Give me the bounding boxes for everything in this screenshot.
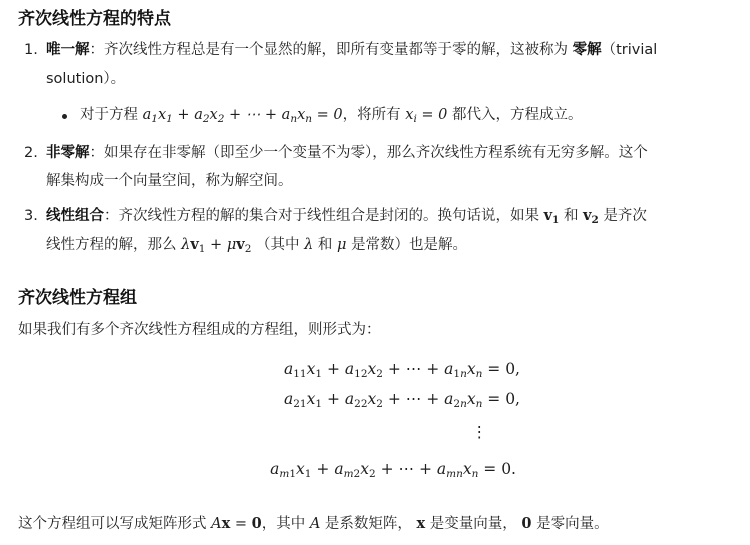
item-text: （其中 [255,237,300,253]
item-text: ：如果存在非零解（即至少一个变量不为零），那么齐次线性方程系统有无穷多解。这个 [89,145,648,161]
item-text: 是常数）也是解。 [351,237,468,253]
item-text: ：齐次线性方程的解的集合对于线性组合是封闭的。换句话说，如果 [104,208,539,224]
section-intro: 如果我们有多个齐次线性方程组成的方程组，则形式为： [18,322,381,338]
math-equation: $a_1x_1 + a_2x_2$ + ⋯ + $a_nx_n = 0$ [142,107,343,125]
math-xi-zero: $x_i = 0$ [405,107,448,125]
list-item-continuation [46,169,293,193]
section-title-features: 齐次线性方程的特点 [18,9,171,29]
math-mu: μ [337,237,347,253]
item-term: 唯一解 [46,42,90,58]
item-text: 和 [317,237,333,253]
list-item-continuation [46,233,467,257]
sub-list-item [80,103,583,127]
item-text: ：齐次线性方程总是有一个显然的解，即所有变量都等于零的解，这被称为 [89,42,568,58]
item-term: 线性组合 [46,208,104,224]
item-text: 对于方程 [80,107,138,123]
item-term-zero-solution: 零解 [572,42,602,58]
item-number: 2. [24,145,38,161]
list-item-nonzero-solution [24,141,648,165]
item-text: 解集构成一个向量空间，称为解空间。 [46,173,293,189]
math-x-vector: x [416,515,426,532]
section-title-system: 齐次线性方程组 [18,288,137,308]
math-A: A [309,516,321,532]
list-item-unique-solution [24,38,657,62]
item-text: ，将所有 [342,107,401,123]
item-text: 是变量向量， [429,516,517,532]
item-text: 这个方程组可以写成矩阵形式 [18,516,207,532]
item-text: 和 [563,208,579,224]
item-text: 是系数矩阵， [324,516,412,532]
item-term: 非零解 [46,145,90,161]
math-combination: $\lambda v_1 + \mu v_2$ [181,236,252,255]
math-lambda: λ [304,237,314,253]
list-item-linear-combination [24,204,647,228]
item-number: 3. [24,208,38,224]
equation-row-2: $a_{21}x_1 + a_{22}x_2$ + ⋯ + $a_{2n}x_n = 0$, [283,390,520,410]
math-matrix-form: Ax = 0 [211,515,262,532]
item-text: （trivial [601,42,658,58]
item-number: 1. [24,42,38,58]
item-text: 是齐次 [603,208,647,224]
equation-row-m: $a_{m1}x_1 + a_{m2}x_2$ + ⋯ + $a_{mn}x_n = 0$. [270,460,516,480]
list-item-continuation [46,67,125,91]
item-text: ，其中 [261,516,306,532]
item-text: 是零向量。 [536,516,609,532]
item-text: 线性方程的解，那么 [46,237,177,253]
equation-row-1: $a_{11}x_1 + a_{12}x_2$ + ⋯ + $a_{1n}x_n = 0$, [283,360,520,380]
item-text: solution）。 [46,71,126,87]
math-v2: $v_2$ [583,207,599,226]
bullet-icon [62,114,67,119]
section-outro [18,512,609,536]
item-text: 都代入，方程成立。 [452,107,583,123]
math-zero-vector: 0 [521,515,532,532]
vertical-ellipsis: ⋮ [471,423,487,441]
math-v1: $v_1$ [543,207,560,226]
